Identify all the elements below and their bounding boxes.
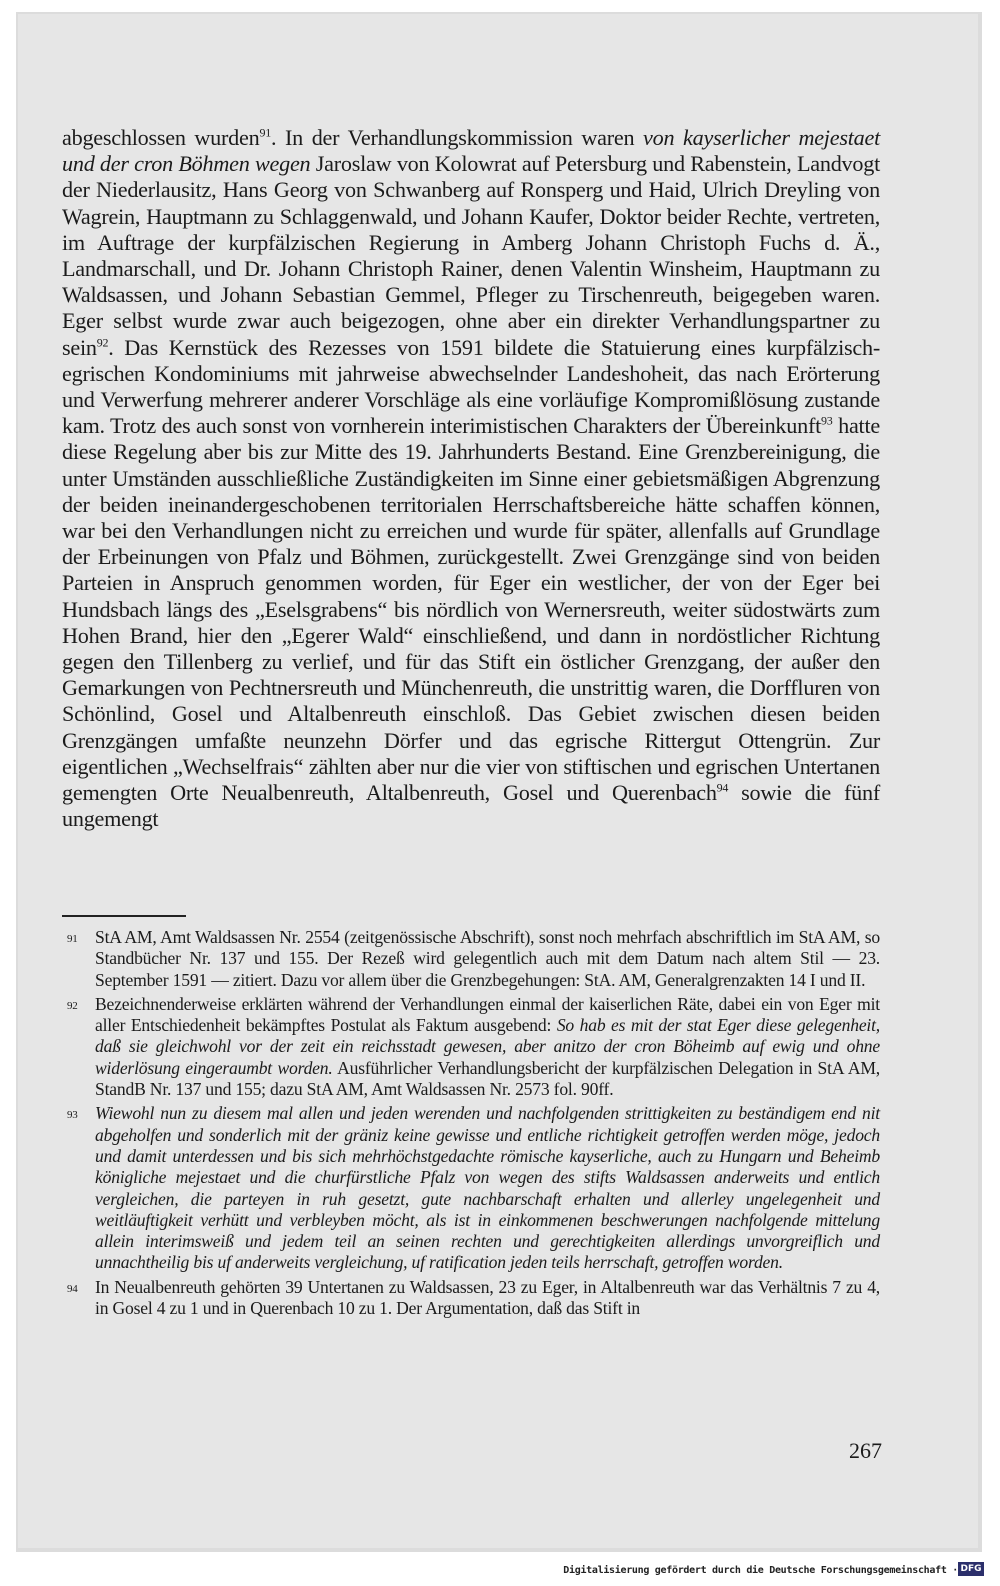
footnote-divider <box>62 915 186 917</box>
footnote-text: Bezeichnenderweise erklärten während der Verhandlungen einmal der kaiserlichen Räte, dabei ein von Eger mit aller Entschiedenheit bekämpftes Postulat als Faktum ausgebend: <box>95 993 880 1036</box>
dfg-logo: DFG <box>958 1562 984 1576</box>
footnote-92 <box>62 994 880 1100</box>
footnote-ref-94[interactable]: 94 <box>716 780 729 795</box>
footnote-94 <box>62 1277 880 1320</box>
footnote-ref-92[interactable]: 92 <box>96 335 109 350</box>
footnote-quote: Wiewohl nun zu diesem mal allen und jeden werenden und nachfolgenden strittigkeiten zu beständigem end nit abgeholfen und sonderlich mit der gräniz keine gewisse und entliche richtigkeit getroffen werden möge, jedoch und damit unterdessen und bis sich mehrhöchstgedachte römische kayserliche, auch zu Hungarn und Beheimb königliche mejestaet und die churfürstliche Pfalz von wegen des stifts Waldsassen anderweits und entlich vergleichen, die parteyen in ruh gesetzt, gute nachbarschaft erhalten und allerley ungelegenheit und weitläuftigkeit verhütt und verbleyben möcht, als ist in einkommenen beschwerungen nachfolgende mittelung allein interimsweiß und jedem teil an seinen rechten und gerechtigkeiten allerdings unvorgreiflich und unnachtheilig bis uf anderweits vergleichung, uf ratification jeden teils herrschaft, getroffen worden. <box>95 1103 880 1273</box>
footnote-number: 92 <box>67 999 78 1012</box>
footnote-ref-93[interactable]: 93 <box>821 413 833 428</box>
footnote-number: 91 <box>67 933 78 945</box>
page-number: 267 <box>849 1438 882 1463</box>
quoted-phrase: von kayserlicher mejestaet und der cron Böhmen wegen <box>62 125 880 177</box>
footnote-number: 94 <box>67 1282 78 1295</box>
footnote-91 <box>62 927 880 991</box>
footnote-93 <box>62 1103 880 1273</box>
footnote-text: In Neualbenreuth gehörten 39 Untertanen zu Waldsassen, 23 zu Eger, in Altalbenreuth war das Verhältnis 7 zu 4, in Gosel 4 zu 1 und in Querenbach 10 zu 1. Der Argumentation, daß das Stift in <box>95 1276 880 1319</box>
footnote-number: 93 <box>67 1109 78 1122</box>
footnote-text: Ausführlicher Verhandlungsbericht der kurpfälzischen Delegation in StA AM, StandB Nr. 137 und 155; dazu StA AM, Amt Waldsassen Nr. 2573 fol. 90ff. <box>95 1057 880 1100</box>
footnote-quote: So hab es mit der stat Eger diese gelegenheit, daß sie gleichwohl vor der zeit ein reichsstadt gewesen, aber anitzo der cron Böheimb auf ewig und ohne widerlösung eingeraumbt worden. <box>95 1015 880 1078</box>
digitization-credit: Digitalisierung gefördert durch die Deutsche Forschungsgemeinschaft · <box>563 1565 958 1576</box>
footnote-ref-91[interactable]: 91 <box>259 125 271 140</box>
footnote-text: StA AM, Amt Waldsassen Nr. 2554 (zeitgenössische Abschrift), sonst noch mehrfach abschriftlich im StA AM, so Standbücher Nr. 137 und 155. Der Rezeß wird gelegentlich auch mit dem Datum nach altem Stil — 23. September 1591 — zitiert. Dazu vor allem über die Grenzbegehungen: StA. AM, Generalgrenzakten 14 I und II. <box>95 927 880 990</box>
footnotes <box>62 927 880 1322</box>
body-text: abgeschlossen wurden$^{91}$. In der Verhandlungskommission waren von kayserlicher mejestaet und der cron Böhmen wegen Jaroslaw von Kolowrat auf Petersburg und Rabenstein, Landvogt der Niederlausitz, Hans Georg von Schwanberg auf Ronsperg und Haid, Ulrich Dreyling von Wagrein, Hauptmann zu Schlaggenwald, und Johann Kaufer, Doktor beider Rechte, vertreten, im Auftrage der kurpfälzischen Regierung in Amberg Johann Christoph Fuchs d. Ä., Landmarschall, und Dr. Johann Christoph Rainer, denen Valentin Winsheim, Hauptmann zu Waldsassen, und Johann Sebastian Gemmel, Pfleger zu Tirschenreuth, beigegeben waren. Eger selbst wurde zwar auch beigezogen, ohne aber ein direkter Verhandlungspartner zu sein$^{92}$. Das Kernstück des Rezesses von 1591 bildete die Statuierung eines kurpfälzisch-egrischen Kondominiums mit jahrweise abwechselnder Landeshoheit, das nach Erörterung und Verwerfung mehrerer anderer Vorschläge als eine vorläufige Kompromißlösung zustande kam. Trotz des auch sonst von vornherein interimistischen Charakters der Übereinkunft$^{93}$ hatte diese Regelung aber bis zur Mitte des 19. Jahrhunderts Bestand. Eine Grenzbereinigung, die unter Umständen ausschließliche Zuständigkeiten im Sinne einer gebietsmäßigen Abgrenzung der beiden ineinandergeschobenen territorialen Herrschaftsbereiche hätte schaffen können, war bei den Verhandlungen nicht zu erreichen und wurde für später, allenfalls auf Grundlage der Erbeinungen von Pfalz und Böhmen, zurückgestellt. Zwei Grenzgänge sind von beiden Parteien in Anspruch genommen worden, für Eger ein westlicher, der von der Eger bei Hundsbach längs des „Eselsgrabens“ bis nördlich von Wernersreuth, weiter südostwärts zum Hohen Brand, hier den „Egerer Wald“ einschließend, und dann in nordöstlicher Richtung gegen den Tillenberg zu verlief, und für das Stift ein östlicher Grenzgang, der außer den Gemarkungen von Pechtnersreuth und Münchenreuth, die unstrittig waren, die Dorffluren von Schönlind, Gosel und Altalbenreuth einschloß. Das Gebiet zwischen diesen beiden Grenzgängen umfaßte neunzehn Dörfer und das egrische Rittergut Ottengrün. Zur eigentlichen „Wechselfrais“ zählten aber nur die vier von stiftischen und egrischen Untertanen gemengten Orte Neualbenreuth, Altalbenreuth, Gosel und Querenbach$^{94}$ sowie die fünf ungemengt <box>62 125 880 832</box>
